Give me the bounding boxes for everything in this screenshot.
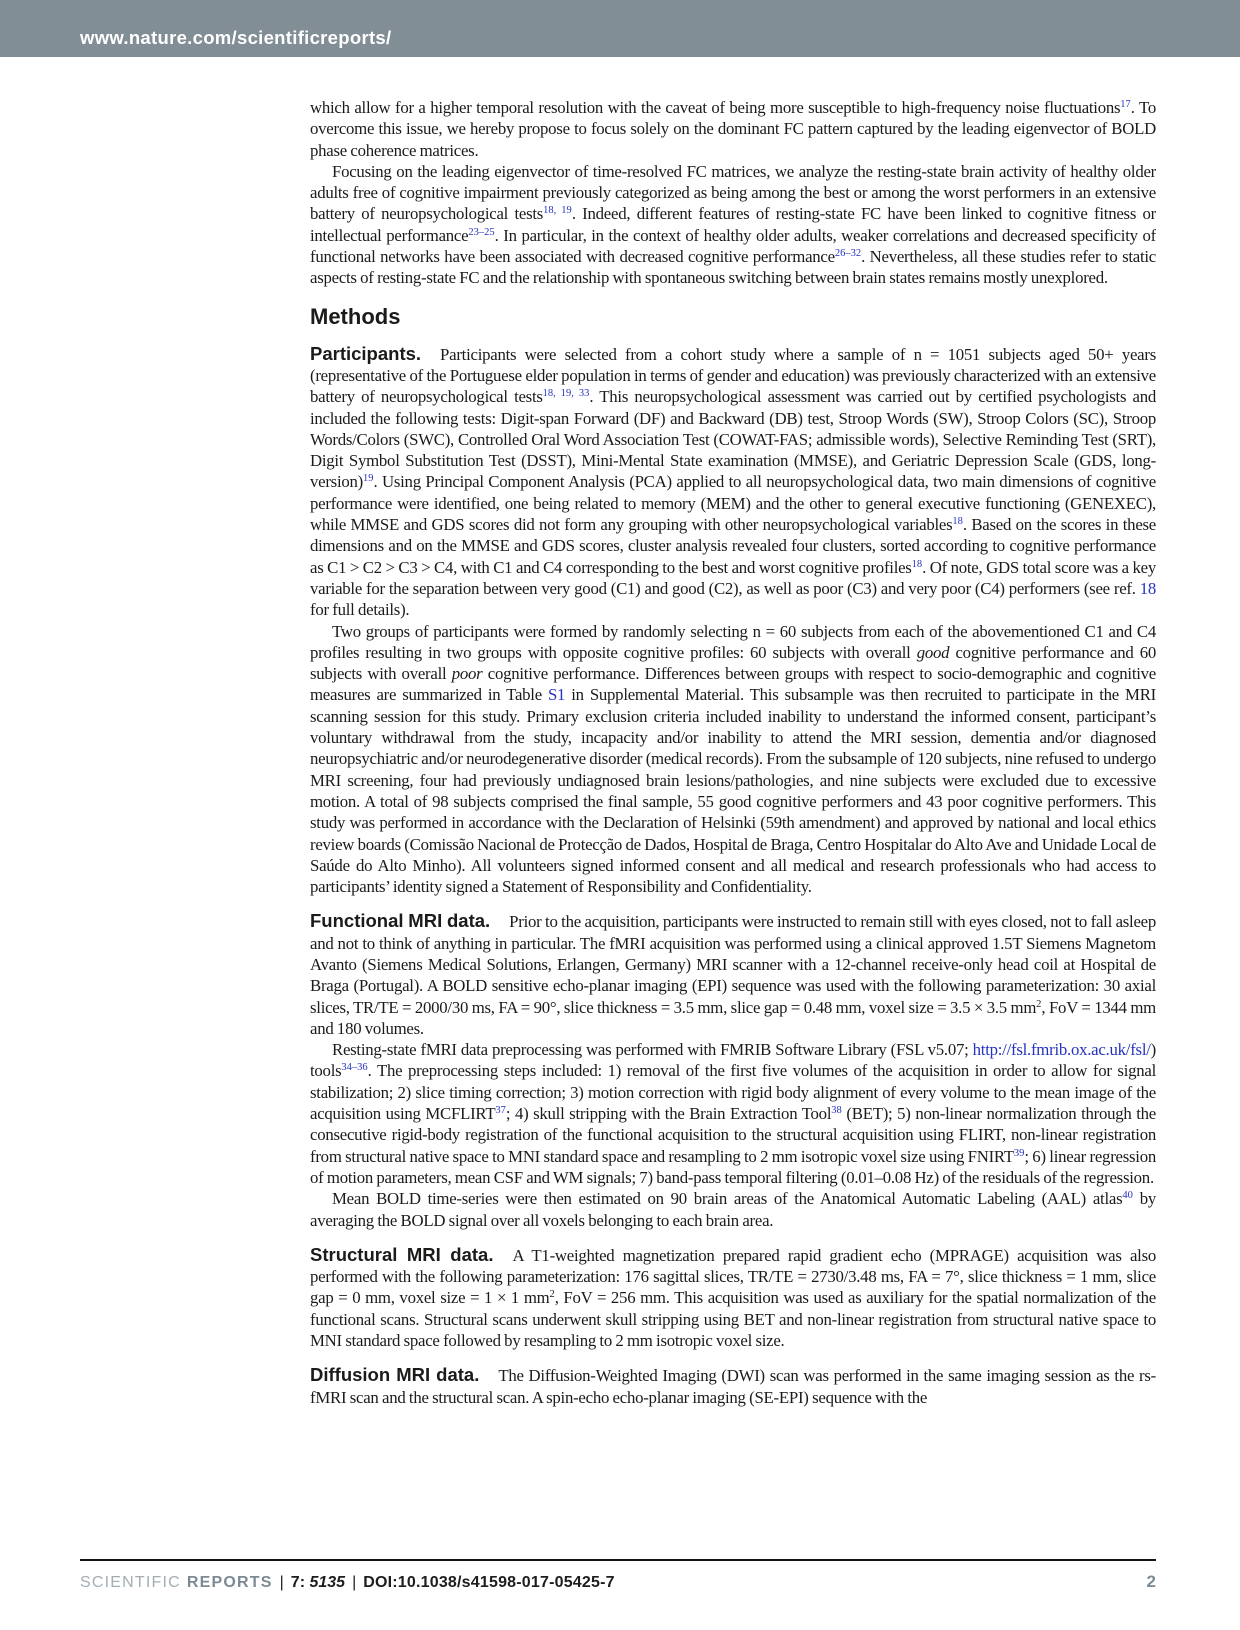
paragraph-mean-bold: Mean BOLD time-series were then estimated on 90 brain areas of the Anatomical Automatic Labeling (AAL) atlas$^{40}$ by averaging the BOLD signal over all voxels belonging to each brain area. xyxy=(310,1189,1156,1230)
separator-pipe: | xyxy=(352,1574,357,1591)
paragraph-diffusion-mri: Diffusion MRI data. The Diffusion-Weighted Imaging (DWI) scan was performed in the same imaging session as the rs-fMRI scan and the structural scan. A spin-echo echo-planar imaging (SE-EPI) sequence with the xyxy=(310,1364,1156,1407)
footer-divider xyxy=(80,1559,1156,1561)
citation-ref-link[interactable]: 40 xyxy=(1122,1190,1133,1202)
doi-text: DOI:10.1038/s41598-017-05425-7 xyxy=(363,1574,615,1591)
runin-heading: Functional MRI data. xyxy=(310,910,491,932)
emphasis-text: poor xyxy=(451,664,483,684)
journal-name-reports: REPORTS xyxy=(186,1574,273,1591)
citation-ref-link[interactable]: 19 xyxy=(363,473,374,485)
citation-ref-link[interactable]: 17 xyxy=(1120,99,1131,110)
separator-pipe: | xyxy=(279,1574,284,1591)
page-footer xyxy=(80,1572,1156,1592)
journal-url[interactable]: www.nature.com/scientificreports/ xyxy=(80,27,392,48)
citation-ref-link[interactable]: 18, 19 xyxy=(543,205,572,217)
runin-heading: Structural MRI data. xyxy=(310,1243,494,1265)
emphasis-text: good xyxy=(916,642,950,662)
runin-heading: Participants. xyxy=(310,342,422,364)
citation-ref-link[interactable]: 39 xyxy=(1013,1147,1025,1159)
page-number: 2 xyxy=(1146,1572,1156,1591)
citation-ref-link[interactable]: 18, 19, 33 xyxy=(542,388,590,400)
citation-ref-link[interactable]: 37 xyxy=(495,1105,506,1117)
superscript: 2 xyxy=(549,1289,555,1301)
inline-link[interactable]: 18 xyxy=(1139,578,1156,598)
paragraph-intro-continued: which allow for a higher temporal resolution with the caveat of being more susceptible to high-frequency noise fluctuations$^{17}$. To overcome this issue, we hereby propose to focus solely on the dominant FC pattern captured by the leading eigenvector of BOLD phase coherence matrices. xyxy=(310,98,1156,160)
citation-ref-link[interactable]: 18 xyxy=(952,516,963,528)
runin-heading: Diffusion MRI data. xyxy=(310,1364,480,1386)
paragraph-functional-mri: Functional MRI data. Prior to the acquisition, participants were instructed to remain still with eyes closed, not to fall asleep and not to think of anything in particular. The fMRI acquisition was performed using a clinical approved 1.5T Siemens Magnetom Avanto (Siemens Medical Solutions, Erlangen, Germany) MRI scanner with a 12-channel receive-only head coil at Hospital de Braga (Portugal). A BOLD sensitive echo-planar imaging (EPI) sequence was used with the following parameterization: 30 axial slices, TR/TE = 2000/30 ms, FA = 90°, slice thickness = 3.5 mm, slice gap = 0.48 mm, voxel size = 3.5 × 3.5 $mm^2$, FoV = 1344 mm and 180 volumes. xyxy=(310,910,1156,1038)
volume-number: 7: xyxy=(290,1574,310,1591)
citation-ref-link[interactable]: 34–36 xyxy=(341,1062,368,1074)
footer-citation xyxy=(80,1574,615,1592)
page-header xyxy=(0,0,1240,57)
paragraph-participants: Participants. Participants were selected from a cohort study where a sample of n = 1051 subjects aged 50+ years (representative of the Portuguese elder population in terms of gender and education) was previously characterized with an extensive battery of neuropsychological tests$^{18, 19, 33}$. This neuropsychological assessment was carried out by certified psychologists and included the following tests: Digit-span Forward (DF) and Backward (DB) test, Stroop Words (SW), Stroop Colors (SC), Stroop Words/Colors (SWC), Controlled Oral Word Association Test (COWAT-FAS; admissible words), Selective Reminding Test (SRT), Digit Symbol Substitution Test (DSST), Mini-Mental State examination (MMSE), and Geriatric Depression Scale (GDS, long-version)$^{19}$. Using Principal Component Analysis (PCA) applied to all neuropsychological data, two main dimensions of cognitive performance were identified, one being related to memory (MEM) and the other to general executive functioning (GENEXEC), while MMSE and GDS scores did not form any grouping with other neuropsychological variables$^{18}$. Based on the scores in these dimensions and on the MMSE and GDS scores, cluster analysis revealed four clusters, sorted according to cognitive performance as C1 > C2 > C3 > C4, with C1 and C4 corresponding to the best and worst cognitive profiles$^{18}$. Of note, GDS total score was a key variable for the separation between very good (C1) and good (C2), as well as poor (C3) and very poor (C4) performers (see ref. 18 for full details). xyxy=(310,342,1156,620)
citation-ref-link[interactable]: 23–25 xyxy=(468,226,495,238)
superscript: 2 xyxy=(1036,998,1042,1010)
article-body xyxy=(310,97,1156,1557)
paragraph-preprocessing: Resting-state fMRI data preprocessing was performed with FMRIB Software Library (FSL v5.07; http://fsl.fmrib.ox.ac.uk/fsl/) tools$^{34-36}$. The preprocessing steps included: 1) removal of the first five volumes of the acquisition in order to allow for signal stabilization; 2) slice timing correction; 3) motion correction with rigid body alignment of every volume to the mean image of the acquisition using MCFLIRT$^{37}$; 4) skull stripping with the Brain Extraction Tool$^{38}$ (BET); 5) non-linear normalization through the consecutive rigid-body registration of the functional acquisition to the structural acquisition using FLIRT, non-linear registration from structural native space to MNI standard space and resampling to 2 mm isotropic voxel size using FNIRT$^{39}$; 6) linear regression of motion parameters, mean CSF and WM signals; 7) band-pass temporal filtering (0.01–0.08 Hz) of the residuals of the regression. xyxy=(310,1040,1156,1187)
heading-methods: Methods xyxy=(310,303,401,329)
journal-name-scientific: SCIENTIFIC xyxy=(80,1574,181,1591)
citation-ref-link[interactable]: 18 xyxy=(911,558,923,570)
inline-link[interactable]: http://fsl.fmrib.ox.ac.uk/fsl/ xyxy=(972,1040,1151,1060)
paragraph-two-groups: Two groups of participants were formed by randomly selecting n = 60 subjects from each of the abovementioned C1 and C4 profiles resulting in two groups with opposite cognitive profiles: 60 subjects with overall good cognitive performance and 60 subjects with overall poor cognitive performance. Differences between groups with respect to socio-demographic and cognitive measures are summarized in Table S1 in Supplemental Material. This subsample was then recruited to participate in the MRI scanning session for this study. Primary exclusion criteria included inability to understand the informed consent, participant’s voluntary withdrawal from the study, incapacity and/or inability to attend the MRI session, dementia and/or diagnosed neuropsychiatric and/or neurodegenerative disorder (medical records). From the subsample of 120 subjects, nine refused to undergo MRI screening, four had previously undiagnosed brain lesions/pathologies, and nine subjects were excluded due to excessive motion. A total of 98 subjects comprised the final sample, 55 good cognitive performers and 43 poor cognitive performers. This study was performed in accordance with the Declaration of Helsinki (59th amendment) and approved by national and local ethics review boards (Comissão Nacional de Protecção de Dados, Hospital de Braga, Centro Hospitalar do Alto Ave and Unidade Local de Saúde do Alto Minho). All volunteers signed informed consent and all medical and research professionals who had access to participants’ identity signed a Statement of Responsibility and Confidentiality. xyxy=(310,621,1156,897)
paragraph-structural-mri: Structural MRI data. A T1-weighted magnetization prepared rapid gradient echo (MPRAGE) acquisition was also performed with the following parameterization: 176 sagittal slices, TR/TE = 2730/3.48 ms, FA = 7°, slice thickness = 1 mm, slice gap = 0 mm, voxel size = 1 × 1 $mm^2$, FoV = 256 mm. This acquisition was used as auxiliary for the spatial normalization of the functional scans. Structural scans underwent skull stripping using BET and non-linear registration from structural native space to MNI standard space followed by resampling to 2 mm isotropic voxel size. xyxy=(310,1243,1156,1351)
article-number: 5135 xyxy=(309,1574,346,1591)
paragraph-focusing: Focusing on the leading eigenvector of time-resolved FC matrices, we analyze the resting-state brain activity of healthy older adults free of cognitive impairment previously categorized as being among the best or among the worst performers in an extensive battery of neuropsychological tests$^{18, 19}$. Indeed, different features of resting-state FC have been linked to cognitive fitness or intellectual performance$^{23-25}$. In particular, in the context of healthy older adults, weaker correlations and decreased specificity of functional networks have been associated with decreased cognitive performance$^{26-32}$. Nevertheless, all these studies refer to static aspects of resting-state FC and the relationship with spontaneous switching between brain states remains mostly unexplored. xyxy=(310,161,1156,288)
citation-ref-link[interactable]: 38 xyxy=(831,1105,842,1117)
inline-link[interactable]: S1 xyxy=(547,685,566,705)
citation-ref-link[interactable]: 26–32 xyxy=(834,248,862,260)
